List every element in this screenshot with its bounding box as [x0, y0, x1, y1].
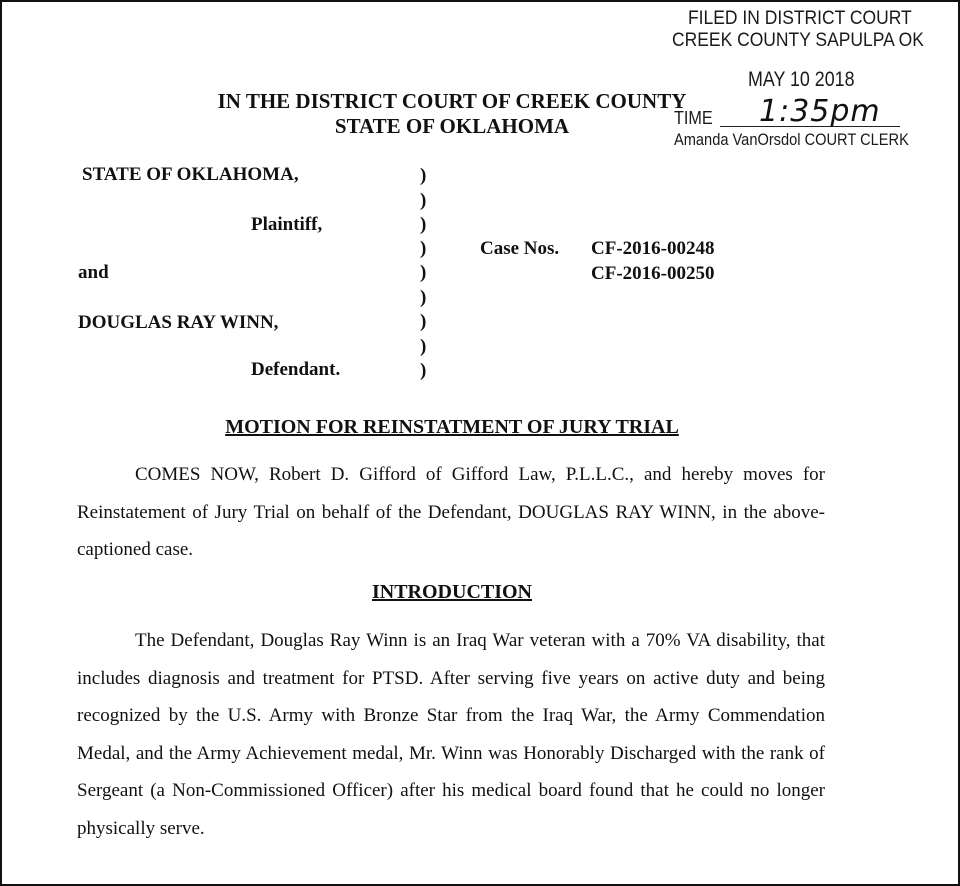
caption-paren: ) [420, 311, 427, 332]
caption-and: and [78, 262, 109, 283]
motion-title: MOTION FOR REINSTATMENT OF JURY TRIAL [225, 416, 679, 438]
section-heading-introduction: INTRODUCTION [371, 581, 533, 603]
caption-paren: ) [420, 165, 427, 186]
caption-paren: ) [420, 336, 427, 357]
caption-paren: ) [420, 238, 427, 259]
caption-paren: ) [420, 262, 427, 283]
filing-stamp-clerk: Amanda VanOrsdol COURT CLERK [674, 130, 909, 149]
caption-paren: ) [420, 214, 427, 235]
intro-paragraph: COMES NOW, Robert D. Gifford of Gifford Law, P.L.L.C., and hereby moves for Reinstatement of Jury Trial on behalf of the Defendant, DOUGLAS RAY WINN, in the above-captioned case. [77, 464, 825, 560]
caption-paren: ) [420, 360, 427, 381]
filing-stamp-time-handwritten: 1:35pm [759, 94, 881, 129]
case-number-2: CF-2016-00250 [591, 263, 715, 284]
court-title-line1: IN THE DISTRICT COURT OF CREEK COUNTY [217, 89, 687, 113]
plaintiff-role: Plaintiff, [251, 214, 323, 235]
caption-paren: ) [420, 287, 427, 308]
filing-stamp-date: MAY 10 2018 [748, 68, 855, 91]
body-paragraph: The Defendant, Douglas Ray Winn is an Iraq War veteran with a 70% VA disability, that includes diagnosis and treatment for PTSD. After serving five years on active duty and being recognized by the U.S. Army with Bronze Star from the Iraq War, the Army Commendation Medal, and the Army Achievement medal, Mr. Winn was Honorably Discharged with the rank of Sergeant (a Non-Commissioned Officer) after his medical board found that he could no longer physically serve. [77, 630, 825, 839]
case-number-1: CF-2016-00248 [591, 238, 715, 259]
caption-paren: ) [420, 190, 427, 211]
filing-stamp-line1: FILED IN DISTRICT COURT [688, 8, 912, 29]
defendant-name: DOUGLAS RAY WINN, [78, 312, 279, 333]
defendant-role: Defendant. [251, 359, 341, 380]
court-title-line2: STATE OF OKLAHOMA [334, 114, 570, 138]
plaintiff-name: STATE OF OKLAHOMA, [82, 164, 299, 185]
filing-stamp-time-label: TIME [674, 108, 713, 128]
filing-stamp-line2: CREEK COUNTY SAPULPA OK [672, 30, 924, 51]
case-label: Case Nos. [480, 238, 560, 259]
